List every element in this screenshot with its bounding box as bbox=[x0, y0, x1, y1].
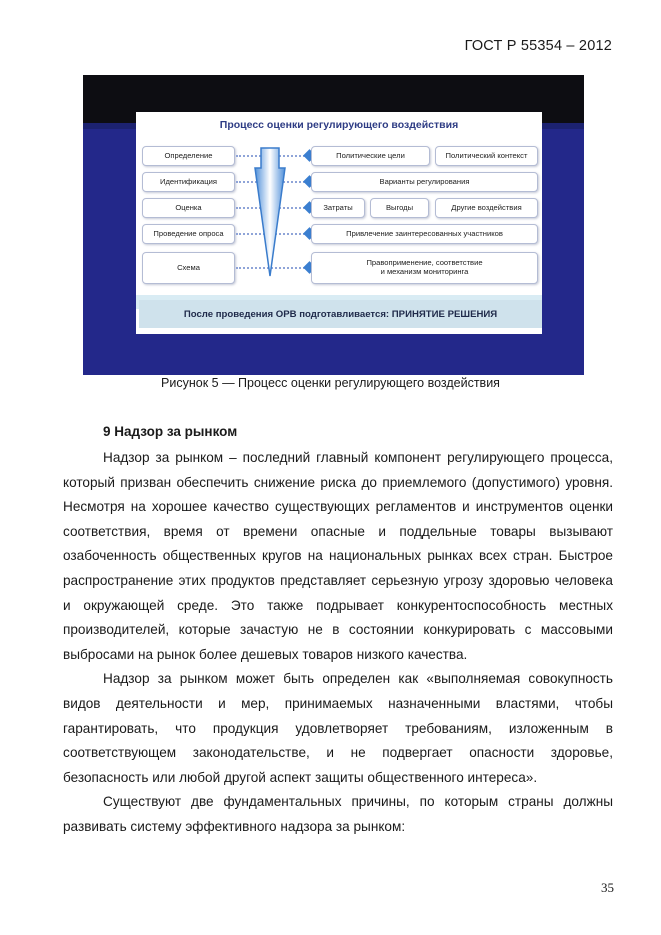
enforcement-line-1: Правоприменение, соответствие bbox=[366, 258, 483, 268]
page-number: 35 bbox=[601, 880, 614, 895]
paragraph-3: Существуют две фундаментальных причины, по которым страны должны развивать систему эффективного надзора за рынком: bbox=[63, 794, 613, 834]
right-box-stakeholders: Привлечение заинтересованных участников bbox=[311, 224, 538, 244]
right-box-other-impacts: Другие воздействия bbox=[435, 198, 538, 218]
enforcement-line-2: и механизм мониторинга bbox=[380, 267, 469, 276]
left-box-assessment: Оценка bbox=[142, 198, 235, 218]
section-heading: 9 Надзор за рынком bbox=[103, 424, 238, 439]
left-box-survey: Проведение опроса bbox=[142, 224, 235, 244]
right-box-benefits: Выгоды bbox=[370, 198, 429, 218]
process-down-arrow bbox=[252, 146, 288, 280]
decision-bar: После проведения ОРВ подготавливается: ПРИНЯТИЕ РЕШЕНИЯ bbox=[139, 300, 542, 328]
right-box-policy-context: Политический контекст bbox=[435, 146, 538, 166]
paragraph-1: Надзор за рынком – последний главный компонент регулирующего процесса, который призван обеспечить снижение риска до приемлемого (допустимого) уровня. Несмотря на хорошее качество существующих регламентов и инструментов оценки соответствия, время от времени опасные и поддельные товары вызывают озабоченность общественных кругов на национальных рынках всех стран. Быстрое распространение этих продуктов представляет серьезную угрозу здоровью человека и окружающей среде. Это также подрывает конкурентоспособность местных производителей, которые зачастую не в состоянии конкурировать с массовыми выбросами на рынок более дешевых товаров низкого качества. bbox=[63, 450, 613, 662]
right-box-policy-goals: Политические цели bbox=[311, 146, 430, 166]
document-header: ГОСТ Р 55354 – 2012 bbox=[464, 38, 612, 54]
right-box-costs: Затраты bbox=[311, 198, 365, 218]
figure-caption: Рисунок 5 — Процесс оценки регулирующего воздействия bbox=[161, 376, 500, 390]
right-box-enforcement bbox=[311, 252, 538, 284]
left-box-definition: Определение bbox=[142, 146, 235, 166]
paragraph-2: Надзор за рынком может быть определен как «выполняемая совокупность видов деятельности и мер, принимаемых назначенными властями, чтобы гарантировать, что продукция удовлетворяет требованиям, изложенным в соответствующем законодательстве, и не подвергает опасности здоровье, безопасность или любой другой аспект защиты общественного интереса». bbox=[63, 671, 613, 785]
right-box-regulation-options: Варианты регулирования bbox=[311, 172, 538, 192]
body-text bbox=[63, 446, 613, 840]
left-box-scheme: Схема bbox=[142, 252, 235, 284]
left-box-identification: Идентификация bbox=[142, 172, 235, 192]
diagram-title: Процесс оценки регулирующего воздействия bbox=[219, 119, 459, 131]
